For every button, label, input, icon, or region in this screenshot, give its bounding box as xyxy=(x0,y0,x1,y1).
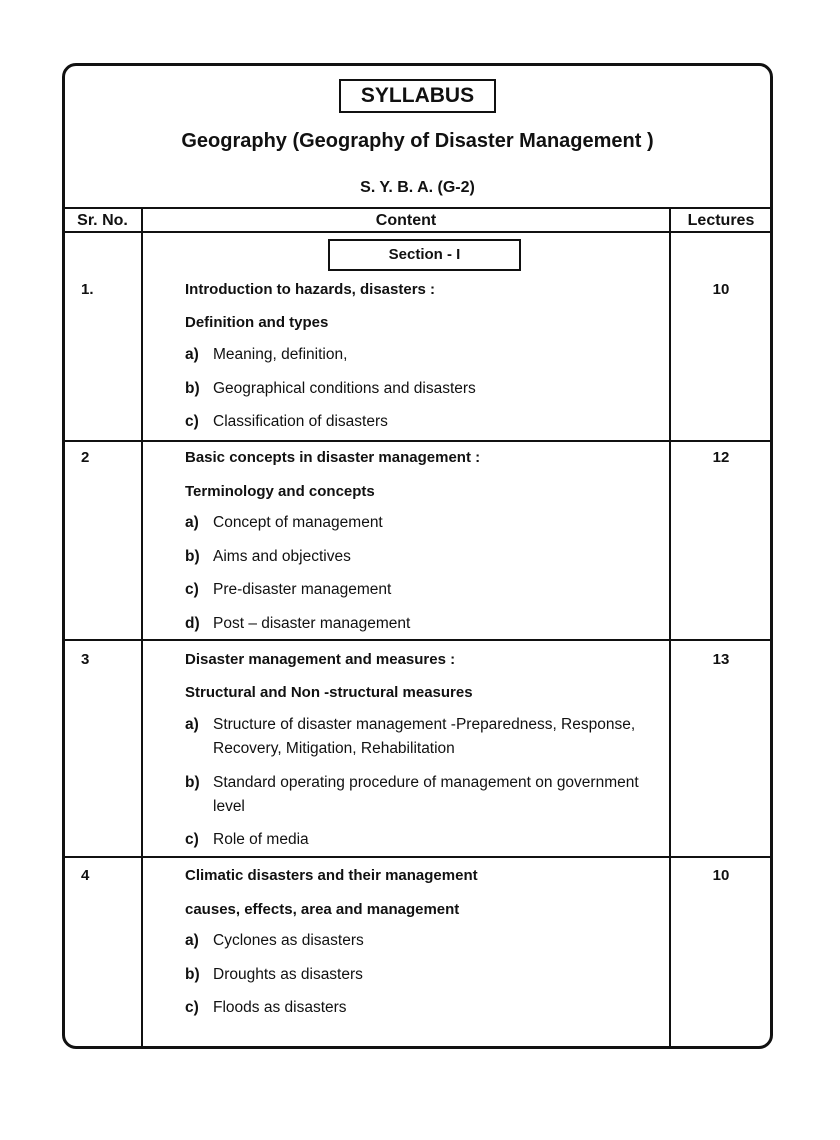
list-item xyxy=(185,410,660,434)
sr-no: 3 xyxy=(81,651,90,668)
section-label: Section - I xyxy=(328,239,521,271)
item-letter: c) xyxy=(185,581,199,598)
item-text: Aims and objectives xyxy=(213,548,351,565)
item-letter: c) xyxy=(185,413,199,430)
item-letter: a) xyxy=(185,932,199,949)
row-subheading: Definition and types xyxy=(185,314,329,331)
item-text: Post – disaster management xyxy=(213,615,411,632)
lecture-count: 12 xyxy=(712,449,730,466)
item-letter: a) xyxy=(185,346,199,363)
item-letter: b) xyxy=(185,380,200,397)
list-item xyxy=(185,828,660,852)
list-item xyxy=(185,545,660,569)
item-text: Meaning, definition, xyxy=(213,346,348,363)
item-text: Standard operating procedure of management on government level xyxy=(213,774,639,815)
item-text: Geographical conditions and disasters xyxy=(213,380,476,397)
row-subheading: causes, effects, area and management xyxy=(185,901,460,918)
list-item xyxy=(185,578,660,602)
item-text: Concept of management xyxy=(213,514,383,531)
list-item xyxy=(185,963,660,987)
item-letter: a) xyxy=(185,514,199,531)
item-text: Role of media xyxy=(213,831,309,848)
lecture-count: 10 xyxy=(712,281,730,298)
row-heading: Introduction to hazards, disasters : xyxy=(185,281,436,298)
table-top-rule xyxy=(62,207,773,209)
list-item xyxy=(185,343,660,367)
list-item xyxy=(185,511,660,535)
col-header-content: Content xyxy=(375,212,437,229)
item-letter: d) xyxy=(185,615,200,632)
item-text: Pre-disaster management xyxy=(213,581,392,598)
item-letter: c) xyxy=(185,999,199,1016)
list-item xyxy=(185,612,660,636)
item-letter: b) xyxy=(185,548,200,565)
row-heading: Disaster management and measures : xyxy=(185,651,456,668)
list-item xyxy=(185,377,660,401)
row-divider xyxy=(62,639,773,641)
sr-no: 2 xyxy=(81,449,90,466)
sr-no: 4 xyxy=(81,867,90,884)
item-text: Floods as disasters xyxy=(213,999,347,1016)
item-letter: b) xyxy=(185,966,200,983)
row-subheading: Structural and Non -structural measures xyxy=(185,684,473,701)
row-heading: Basic concepts in disaster management : xyxy=(185,449,481,466)
col-header-lectures: Lectures xyxy=(687,212,755,229)
subject-title: Geography (Geography of Disaster Management ) xyxy=(181,130,654,152)
page-title: SYLLABUS xyxy=(339,79,496,113)
list-item xyxy=(185,713,660,761)
header-bottom-rule xyxy=(62,231,773,233)
item-text: Cyclones as disasters xyxy=(213,932,364,949)
class-label: S. Y. B. A. (G-2) xyxy=(360,179,475,196)
row-divider xyxy=(62,440,773,442)
item-text: Classification of disasters xyxy=(213,413,388,430)
lecture-count: 10 xyxy=(712,867,730,884)
item-text: Structure of disaster management -Preparedness, Response, Recovery, Mitigation, Rehabilitation xyxy=(213,716,636,757)
column-divider xyxy=(141,207,143,1049)
lecture-count: 13 xyxy=(712,651,730,668)
item-letter: b) xyxy=(185,774,200,791)
row-subheading: Terminology and concepts xyxy=(185,483,375,500)
item-letter: c) xyxy=(185,831,199,848)
col-header-srno: Sr. No. xyxy=(77,212,128,229)
list-item xyxy=(185,929,660,953)
column-divider xyxy=(669,207,671,1049)
row-divider xyxy=(62,856,773,858)
item-letter: a) xyxy=(185,716,199,733)
row-heading: Climatic disasters and their management xyxy=(185,867,478,884)
sr-no: 1. xyxy=(81,281,94,298)
list-item xyxy=(185,996,660,1020)
list-item xyxy=(185,771,660,819)
item-text: Droughts as disasters xyxy=(213,966,363,983)
